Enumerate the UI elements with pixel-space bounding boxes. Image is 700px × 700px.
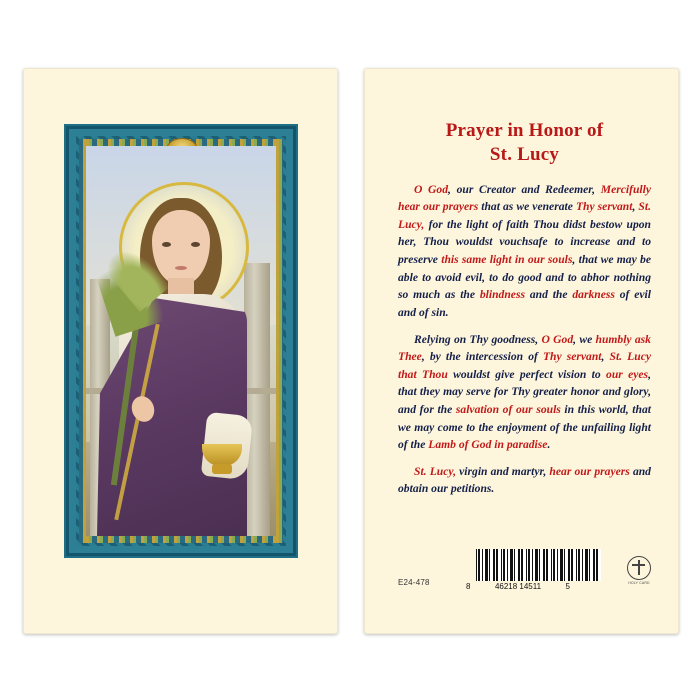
barcode-number-row <box>466 582 570 591</box>
illustration-card <box>23 68 338 634</box>
prayer-title <box>398 119 651 168</box>
figure-mouth <box>175 266 187 270</box>
barcode-main-digits: 46218 14511 <box>494 582 542 591</box>
prayer-title-line2: St. Lucy <box>489 144 560 166</box>
prayer-card <box>364 68 679 634</box>
saint-lucy-painting <box>86 146 276 536</box>
figure-eye-right <box>191 242 200 247</box>
prayer-paragraph-1: O God, our Creator and Redeemer, Mercifully hear our prayers that as we venerate Thy servant, St. Lucy, for the light of faith Thou didst bestow upon her, Thou wouldst vouchsafe to increase and to preserve this same light in our souls, that we may be able to avoid evil, to do good and to abhor nothing so much as the blindness and the darkness of evil and of sin. <box>398 182 651 319</box>
prayer-paragraph-2: Relying on Thy goodness, O God, we humbly ask Thee, by the intercession of Thy servant, St. Lucy that Thou wouldst give perfect vision to our eyes, that they may serve for Thy greater honor and glory, and for the salvation of our souls in this world, that we may come to the enjoyment of the unfailing light of the Lamb of God in paradise. <box>398 332 652 452</box>
prayer-title-line1: Prayer in Honor of <box>445 120 604 141</box>
prayer-text-block <box>398 119 651 498</box>
artwork-decorative-border <box>69 129 293 553</box>
item-code: E24-478 <box>398 578 430 587</box>
artwork-frame <box>64 124 298 558</box>
golden-dish-base <box>212 464 232 474</box>
figure-eye-left <box>162 242 171 247</box>
prayer-paragraph-3: St. Lucy, virgin and martyr, hear our prayers and obtain our petitions. <box>398 464 651 496</box>
barcode-right-digit: 5 <box>565 582 570 591</box>
cross-icon <box>627 556 651 580</box>
saint-figure <box>86 146 276 536</box>
publisher-logo <box>624 556 654 585</box>
figure-face <box>152 210 210 284</box>
barcode-left-digit: 8 <box>466 582 471 591</box>
card-footer <box>398 557 654 591</box>
barcode-icon <box>476 549 601 581</box>
publisher-logo-text: HOLY CARD <box>628 581 650 585</box>
